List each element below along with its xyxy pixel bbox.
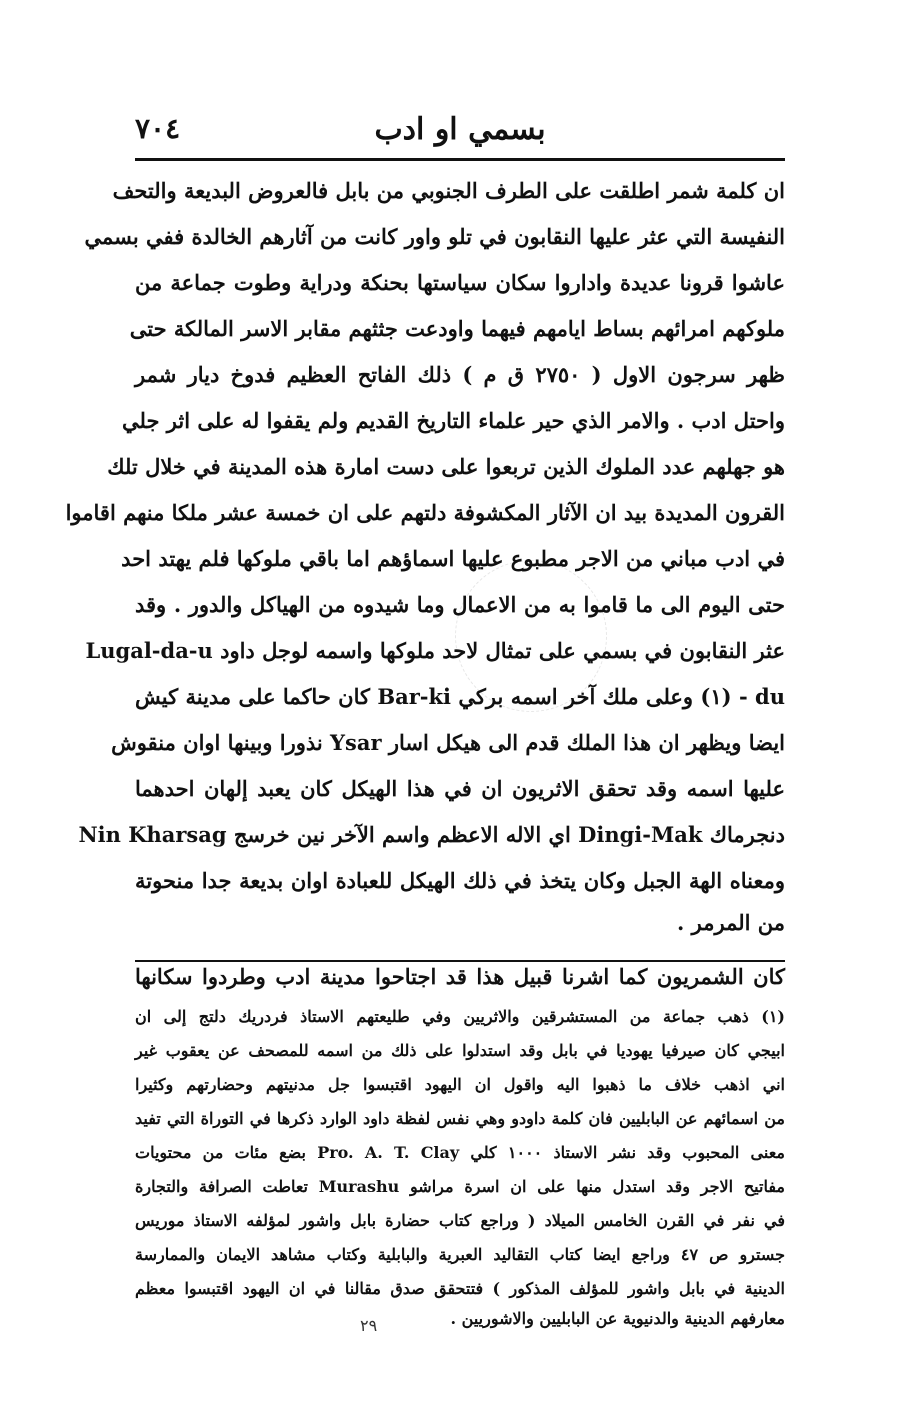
footnote-line: من اسمائهم عن البابليين فان كلمة داودو وهي نفس لفظة داود الوارد ذكرها في التوراة التي تفيد (135, 1109, 785, 1128)
footnote-line: معارفهم الدينية والدنيوية عن البابليين والاشوريين . (450, 1309, 785, 1328)
footnote-line: ابيجي كان صيرفيا يهوديا في بابل وقد استدلوا على ذلك من اسمه للمصحف عن يعقوب غير (135, 1041, 785, 1060)
body-line: دنجرماك Dingi-Mak اي الاله الاعظم واسم الآخر نين خرسج Nin Kharsag (78, 822, 785, 847)
body-line: القرون المديدة بيد ان الآثار المكشوفة دلتهم على ان خمسة عشر ملكا منهم اقاموا (65, 500, 785, 525)
footnote-line: (١) ذهب جماعة من المستشرقين والاثريين وفي طليعتهم الاستاذ فردريك دلتج إلى ان (135, 1007, 785, 1026)
body-line: du - (١) وعلى ملك آخر اسمه بركي Bar-ki كان حاكما على مدينة كيش (135, 684, 785, 709)
running-title: بسمي او ادب (374, 112, 546, 147)
header-rule (135, 158, 785, 161)
body-line: من المرمر . (677, 910, 785, 935)
footnote-line: مفاتيح الاجر وقد استدل منها على ان اسرة مراشو Murashu تعاطت الصرافة والتجارة (135, 1177, 785, 1196)
body-line: في ادب مباني من الاجر مطبوع عليها اسماؤهم اما باقي ملوكها فلم يهتد احد (121, 546, 785, 571)
body-line: ومعناه الهة الجبل وكان يتخذ في ذلك الهيكل للعبادة اوان بديعة جدا منحوتة (135, 868, 785, 893)
body-line: النفيسة التي عثر عليها النقابون في تلو واور كانت من آثارهم الخالدة ففي بسمي (84, 224, 785, 249)
body-line: حتى اليوم الى ما قاموا به من الاعمال وما شيدوه من الهياكل والدور . وقد (135, 592, 785, 617)
page-header (135, 108, 785, 152)
body-line: ظهر سرجون الاول ( ٢٧٥٠ ق م ) ذلك الفاتح العظيم فدوخ ديار شمر (135, 362, 785, 387)
page-number: ٧٠٤ (135, 112, 181, 145)
body-line: عليها اسمه وقد تحقق الاثريون ان في هذا الهيكل كان يعبد إلهان احدهما (135, 776, 785, 801)
footnote-line: الدينية في بابل واشور للمؤلف المذكور ) فتتحقق صدق مقالنا في ان اليهود اقتبسوا معظم (135, 1279, 785, 1298)
body-line: ملوكهم امرائهم بساط ايامهم فيهما واودعت جثثهم مقابر الاسر المالكة حتى (129, 316, 785, 341)
footnote-line: في نفر في القرن الخامس الميلاد ( وراجع كتاب حضارة بابل واشور لمؤلفه الاستاذ موريس (135, 1211, 786, 1230)
body-line: ان كلمة شمر اطلقت على الطرف الجنوبي من بابل فالعروض البديعة والتحف (112, 178, 785, 203)
signature-mark: ٢٩ (360, 1316, 378, 1335)
body-line: واحتل ادب . والامر الذي حير علماء التاريخ القديم ولم يقفوا له على اثر جلي (122, 408, 785, 433)
body-line: ايضا ويظهر ان هذا الملك قدم الى هيكل اسار Ysar نذورا وبينها اوان منقوش (111, 730, 785, 755)
footnote-line: معنى المحبوب وقد نشر الاستاذ ١٠٠٠ كلي Pro. A. T. Clay بضع مئات من محتويات (135, 1143, 786, 1162)
body-line: عاشوا قرونا عديدة واداروا سكان سياستها بحنكة ودراية وطوت جماعة من (135, 270, 785, 295)
body-line: هو جهلهم عدد الملوك الذين تربعوا على دست امارة هذه المدينة في خلال تلك (107, 454, 785, 479)
footnote-line: اني اذهب خلاف ما ذهبوا اليه واقول ان اليهود اقتبسوا جل مدنيتهم وحضارتهم وكثيرا (135, 1075, 785, 1094)
body-line: عثر النقابون في بسمي على تمثال لاحد ملوكها واسمه لوجل داود Lugal-da-u (85, 638, 785, 663)
closing-line: كان الشمريون كما اشرنا قبيل هذا قد اجتاحوا مدينة ادب وطردوا سكانها (135, 964, 785, 989)
footnote-line: جسترو ص ٤٧ وراجع ايضا كتاب التقاليد العبرية والبابلية وكتاب مشاهد الايمان والممارسة (135, 1245, 786, 1264)
